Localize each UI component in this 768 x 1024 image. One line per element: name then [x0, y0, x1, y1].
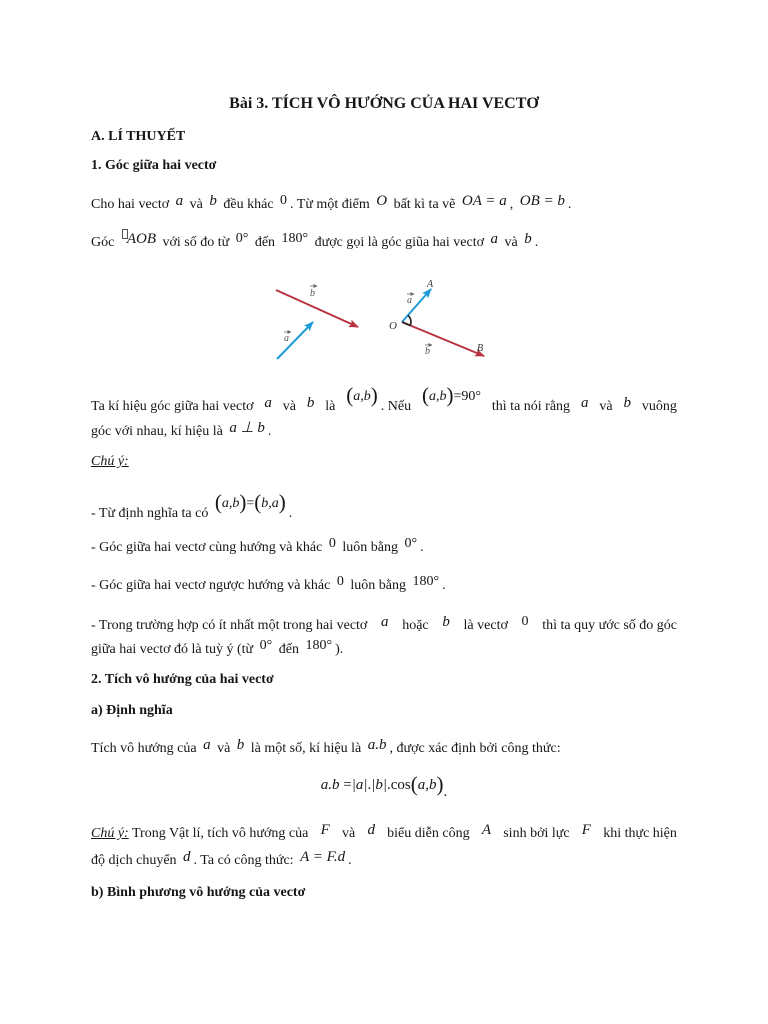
vector-b-arrow — [276, 290, 358, 327]
vector-ob-arrow — [402, 322, 484, 356]
math-var-a: a — [580, 395, 589, 411]
text-run: là một số, kí hiệu là — [250, 741, 362, 756]
text-run: là — [325, 399, 336, 414]
math-point-o: O — [376, 193, 388, 209]
paren-open: ( — [410, 772, 418, 796]
text-run: . — [442, 578, 446, 593]
text-run: - Góc giữa hai vectơ ngược hướng và khác — [91, 578, 331, 593]
text-run: Ta kí hiệu góc giữa hai vectơ — [91, 399, 254, 414]
degree-value: 0° — [259, 638, 273, 653]
label-vector-b: b — [425, 346, 430, 357]
note-item-symmetry — [91, 490, 293, 524]
text-run: và — [217, 741, 231, 756]
text-run: và — [341, 826, 356, 841]
math-zero-vector: 0 — [280, 193, 288, 208]
math-oa-equals-a: OA = a — [461, 193, 507, 209]
text-run: luôn bằng — [350, 578, 406, 593]
paren-open: ( — [214, 490, 222, 514]
page-title: Bài 3. TÍCH VÔ HƯỚNG CỦA HAI VECTƠ — [229, 95, 539, 112]
text-run: Tích vô hướng của — [91, 741, 197, 756]
text-run: thì ta nói rằng — [491, 399, 571, 414]
heading-dot-product: 2. Tích vô hướng của hai vectơ — [91, 672, 274, 687]
angle-equals-90 — [422, 385, 481, 407]
math-zero-vector: 0 — [336, 574, 344, 589]
paragraph-angle-notation — [91, 383, 677, 417]
angle-args: a,b — [417, 777, 437, 793]
label-vector-a: a — [284, 333, 289, 344]
label-vector-b: b — [310, 288, 315, 299]
paren-open: ( — [422, 383, 430, 407]
formula-lhs: a.b — [320, 777, 340, 793]
text-run: . — [267, 424, 272, 439]
math-displacement-d: d — [367, 822, 375, 838]
text-run: bất kì ta vẽ — [393, 197, 456, 212]
vector-a-arrow — [277, 322, 313, 359]
paren-close: ) — [239, 490, 247, 514]
text-run: và — [504, 235, 518, 250]
abs-a: |a| — [351, 777, 368, 793]
math-force-f: F — [320, 822, 330, 838]
angle-args: a,b — [429, 389, 447, 404]
math-angle-aob: AOB — [126, 231, 156, 247]
paragraph-perpendicular — [91, 420, 272, 440]
degree-value: 180° — [305, 638, 333, 653]
note-label: Chú ý: — [91, 826, 129, 841]
degree-value: 180° — [281, 231, 309, 246]
math-var-b: b — [524, 231, 532, 247]
math-var-b: b — [306, 395, 315, 411]
cos-function: .cos — [386, 777, 411, 793]
heading-angle-between-vectors: 1. Góc giữa hai vectơ — [91, 158, 217, 173]
text-run: đều khác — [223, 197, 274, 212]
label-point-a: A — [427, 279, 434, 290]
degree-value: 0° — [235, 231, 249, 246]
note-item-zero-vector-cont — [91, 638, 344, 658]
text-run: . Ta có công thức: — [193, 853, 294, 868]
text-run: . — [420, 540, 424, 555]
note-group — [91, 826, 308, 842]
text-run: , — [509, 197, 514, 212]
note-item-zero-vector — [91, 614, 677, 634]
math-var-b: b — [442, 614, 450, 630]
text-run: độ dịch chuyển — [91, 853, 177, 868]
equals-sign: = — [246, 496, 255, 511]
math-force-f: F — [581, 822, 591, 838]
text-run: và — [282, 399, 297, 414]
text-run: . Từ một điểm — [290, 197, 370, 212]
math-work-formula: A = F.d — [300, 849, 346, 865]
math-work-a: A — [481, 822, 491, 838]
label-point-b: B — [477, 343, 484, 354]
text-run: với số đo từ — [162, 235, 230, 250]
text-run: - Từ định nghĩa ta có — [91, 506, 209, 521]
text-run: được gọi là góc giũa hai vectơ — [314, 235, 484, 250]
note-item-opposite-direction — [91, 574, 446, 594]
math-ob-equals-b: OB = b — [519, 193, 565, 209]
text-run: . Nếu — [380, 399, 412, 414]
paragraph-two-vectors — [91, 193, 572, 213]
math-zero-vector: 0 — [328, 536, 336, 551]
dot-sign: . — [367, 777, 372, 793]
paragraph-angle-definition — [91, 231, 539, 251]
text-run: ). — [335, 642, 344, 657]
section-heading-theory: A. LÍ THUYẾT — [91, 129, 186, 144]
text-run: giữa hai vectơ đó là tuỳ ý (từ — [91, 642, 254, 657]
math-var-b: b — [209, 193, 217, 209]
formula-end: . — [443, 784, 448, 800]
text-run: biểu diễn công — [387, 826, 470, 841]
equals-sign: = — [343, 777, 352, 793]
label-point-o: O — [389, 320, 397, 332]
text-run: . — [534, 235, 539, 250]
text-run: luôn bằng — [342, 540, 398, 555]
text-run: Trong Vật lí, tích vô hướng của — [131, 826, 309, 841]
text-run: vuông — [641, 399, 677, 414]
angle-symmetry-formula — [215, 492, 286, 514]
equals-90-degrees: =90° — [453, 389, 482, 404]
text-run: hoặc — [402, 618, 429, 633]
text-run: góc với nhau, kí hiệu là — [91, 424, 223, 439]
notation-group — [343, 383, 412, 417]
paren-close: ) — [278, 490, 286, 514]
math-perpendicular: a ⊥ b — [229, 420, 265, 436]
text-run: là vectơ — [463, 618, 508, 633]
subheading-definition: a) Định nghĩa — [91, 703, 173, 718]
angle-args: a,b — [353, 389, 371, 404]
paren-open: ( — [254, 490, 262, 514]
math-dot-product: a.b — [367, 737, 387, 753]
note-label: Chú ý: — [91, 454, 129, 469]
text-run: khi thực hiện — [603, 826, 677, 841]
text-run: , được xác định bởi công thức: — [389, 741, 561, 756]
paragraph-dot-product-definition — [91, 737, 561, 757]
text-run: sinh bởi lực — [503, 826, 570, 841]
paragraph-physics-note — [91, 822, 677, 842]
label-vector-a: a — [407, 295, 412, 306]
math-zero-vector: 0 — [521, 614, 529, 629]
text-run: đến — [278, 642, 299, 657]
text-run: . — [348, 853, 352, 868]
text-run: đến — [254, 235, 276, 250]
vector-angle-figure — [270, 275, 515, 370]
paragraph-physics-note-cont — [91, 849, 352, 869]
angle-notation-ab — [346, 385, 378, 407]
note-item-same-direction — [91, 536, 424, 556]
math-displacement-d: d — [183, 849, 191, 865]
abs-b: |b| — [371, 777, 387, 793]
text-run: . — [567, 197, 572, 212]
text-run: Góc — [91, 235, 115, 250]
subheading-scalar-square: b) Bình phương vô hướng của vectơ — [91, 885, 306, 900]
math-var-a: a — [264, 395, 272, 411]
paren-close: ) — [446, 383, 454, 407]
text-run: . — [288, 506, 293, 521]
text-run: - Góc giữa hai vectơ cùng hướng và khác — [91, 540, 323, 555]
math-var-a: a — [381, 614, 389, 630]
math-var-b: b — [236, 737, 245, 753]
math-var-a: a — [490, 231, 498, 247]
math-var-a: a — [175, 193, 184, 209]
text-run: và — [599, 399, 613, 414]
angle-args: b,a — [261, 496, 279, 511]
degree-value: 180° — [412, 574, 440, 589]
math-var-a: a — [203, 737, 211, 753]
paren-open: ( — [346, 383, 354, 407]
paren-close: ) — [370, 383, 378, 407]
text-run: - Trong trường hợp có ít nhất một trong hai vectơ — [91, 618, 368, 633]
dot-product-formula — [0, 772, 768, 800]
text-run: thì ta quy ước số đo góc — [542, 618, 677, 633]
paren-close: ) — [436, 772, 444, 796]
degree-value: 0° — [404, 536, 418, 551]
angle-args: a,b — [221, 496, 240, 511]
text-run: và — [189, 197, 203, 212]
math-var-b: b — [623, 395, 631, 411]
text-run: Cho hai vectơ — [91, 197, 170, 212]
